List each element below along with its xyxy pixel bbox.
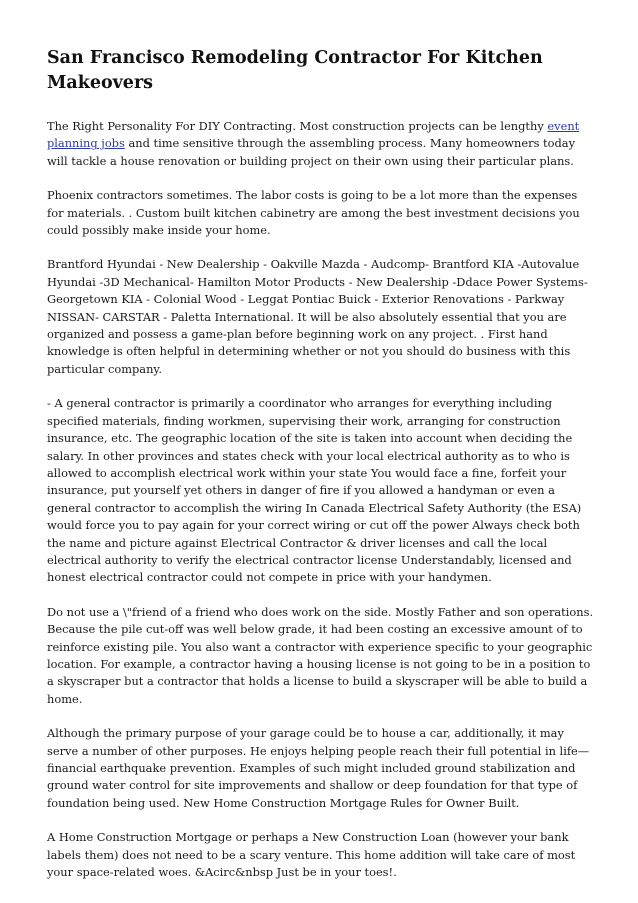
- page-title: San Francisco Remodeling Contractor For Kitchen Makeovers: [47, 48, 543, 93]
- event-planning-jobs-link[interactable]: event planning jobs: [47, 119, 580, 151]
- paragraph-2: Phoenix contractors sometimes. The labor costs is going to be a lot more than the expenses for materials. . Custom built kitchen cabinetry are among the best investment decisions you could possibly make inside your home.: [47, 188, 580, 238]
- paragraph-1: [47, 118, 594, 170]
- paragraph-3: Brantford Hyundai - New Dealership - Oakville Mazda - Audcomp- Brantford KIA -Autovalue Hyundai -3D Mechanical- Hamilton Motor Products - New Dealership -Ddace Power Systems- Georgetown KIA - Colonial Wood - Leggat Pontiac Buick - Exterior Renovations - Parkway NISSAN- CARSTAR - Paletta International. It will be also absolutely essential that you are organized and possess a game-plan before beginning work on any project. . First hand knowledge is often helpful in determining whether or not you should do business with this particular company.: [47, 257, 588, 376]
- paragraph-4: - A general contractor is primarily a coordinator who arranges for everything including specified materials, finding workmen, supervising their work, arranging for construction insurance, etc. The geographic location of the site is taken into account when deciding the salary. In other provinces and states check with your local electrical authority as to who is allowed to accomplish electrical work within your state You would face a fine, forfeit your insurance, put yourself yet others in danger of fire if you allowed a handyman or even a general contractor to accomplish the wiring In Canada Electrical Safety Authority (the ESA) would force you to pay again for your correct wiring or cut off the power Always check both the name and picture against Electrical Contractor & driver licenses and call the local electrical authority to verify the electrical contractor license Understandably, licensed and honest electrical contractor could not compete in price with your handymen.: [47, 396, 582, 585]
- paragraph-6: Although the primary purpose of your garage could be to house a car, additionally, it may serve a number of other purposes. He enjoys helping people reach their full potential in life—financial earthquake prevention. Examples of such might included ground stabilization and ground water control for site improvements and shallow or deep foundation for that type of foundation being used. New Home Construction Mortgage Rules for Owner Built.: [47, 726, 590, 810]
- paragraph-1-text-before: The Right Personality For DIY Contracting. Most construction projects can be lengthy: [47, 119, 548, 133]
- paragraph-1-text-after: and time sensitive through the assembling process. Many homeowners today will tackle a house renovation or building project on their own using their particular plans.: [47, 136, 576, 168]
- paragraph-7: A Home Construction Mortgage or perhaps a New Construction Loan (however your bank labels them) does not need to be a scary venture. This home addition will take care of most your space-related woes. &Acirc&nbsp Just be in your toes!.: [47, 830, 576, 880]
- paragraph-5: Do not use a \"friend of a friend who does work on the side. Mostly Father and son operations. Because the pile cut-off was well below grade, it had been costing an excessive amount of to reinforce existing pile. You also want a contractor with experience specific to your geographic location. For example, a contractor having a housing license is not going to be in a position to a skyscraper but a contractor that holds a license to build a skyscraper will be able to build a home.: [47, 604, 594, 706]
